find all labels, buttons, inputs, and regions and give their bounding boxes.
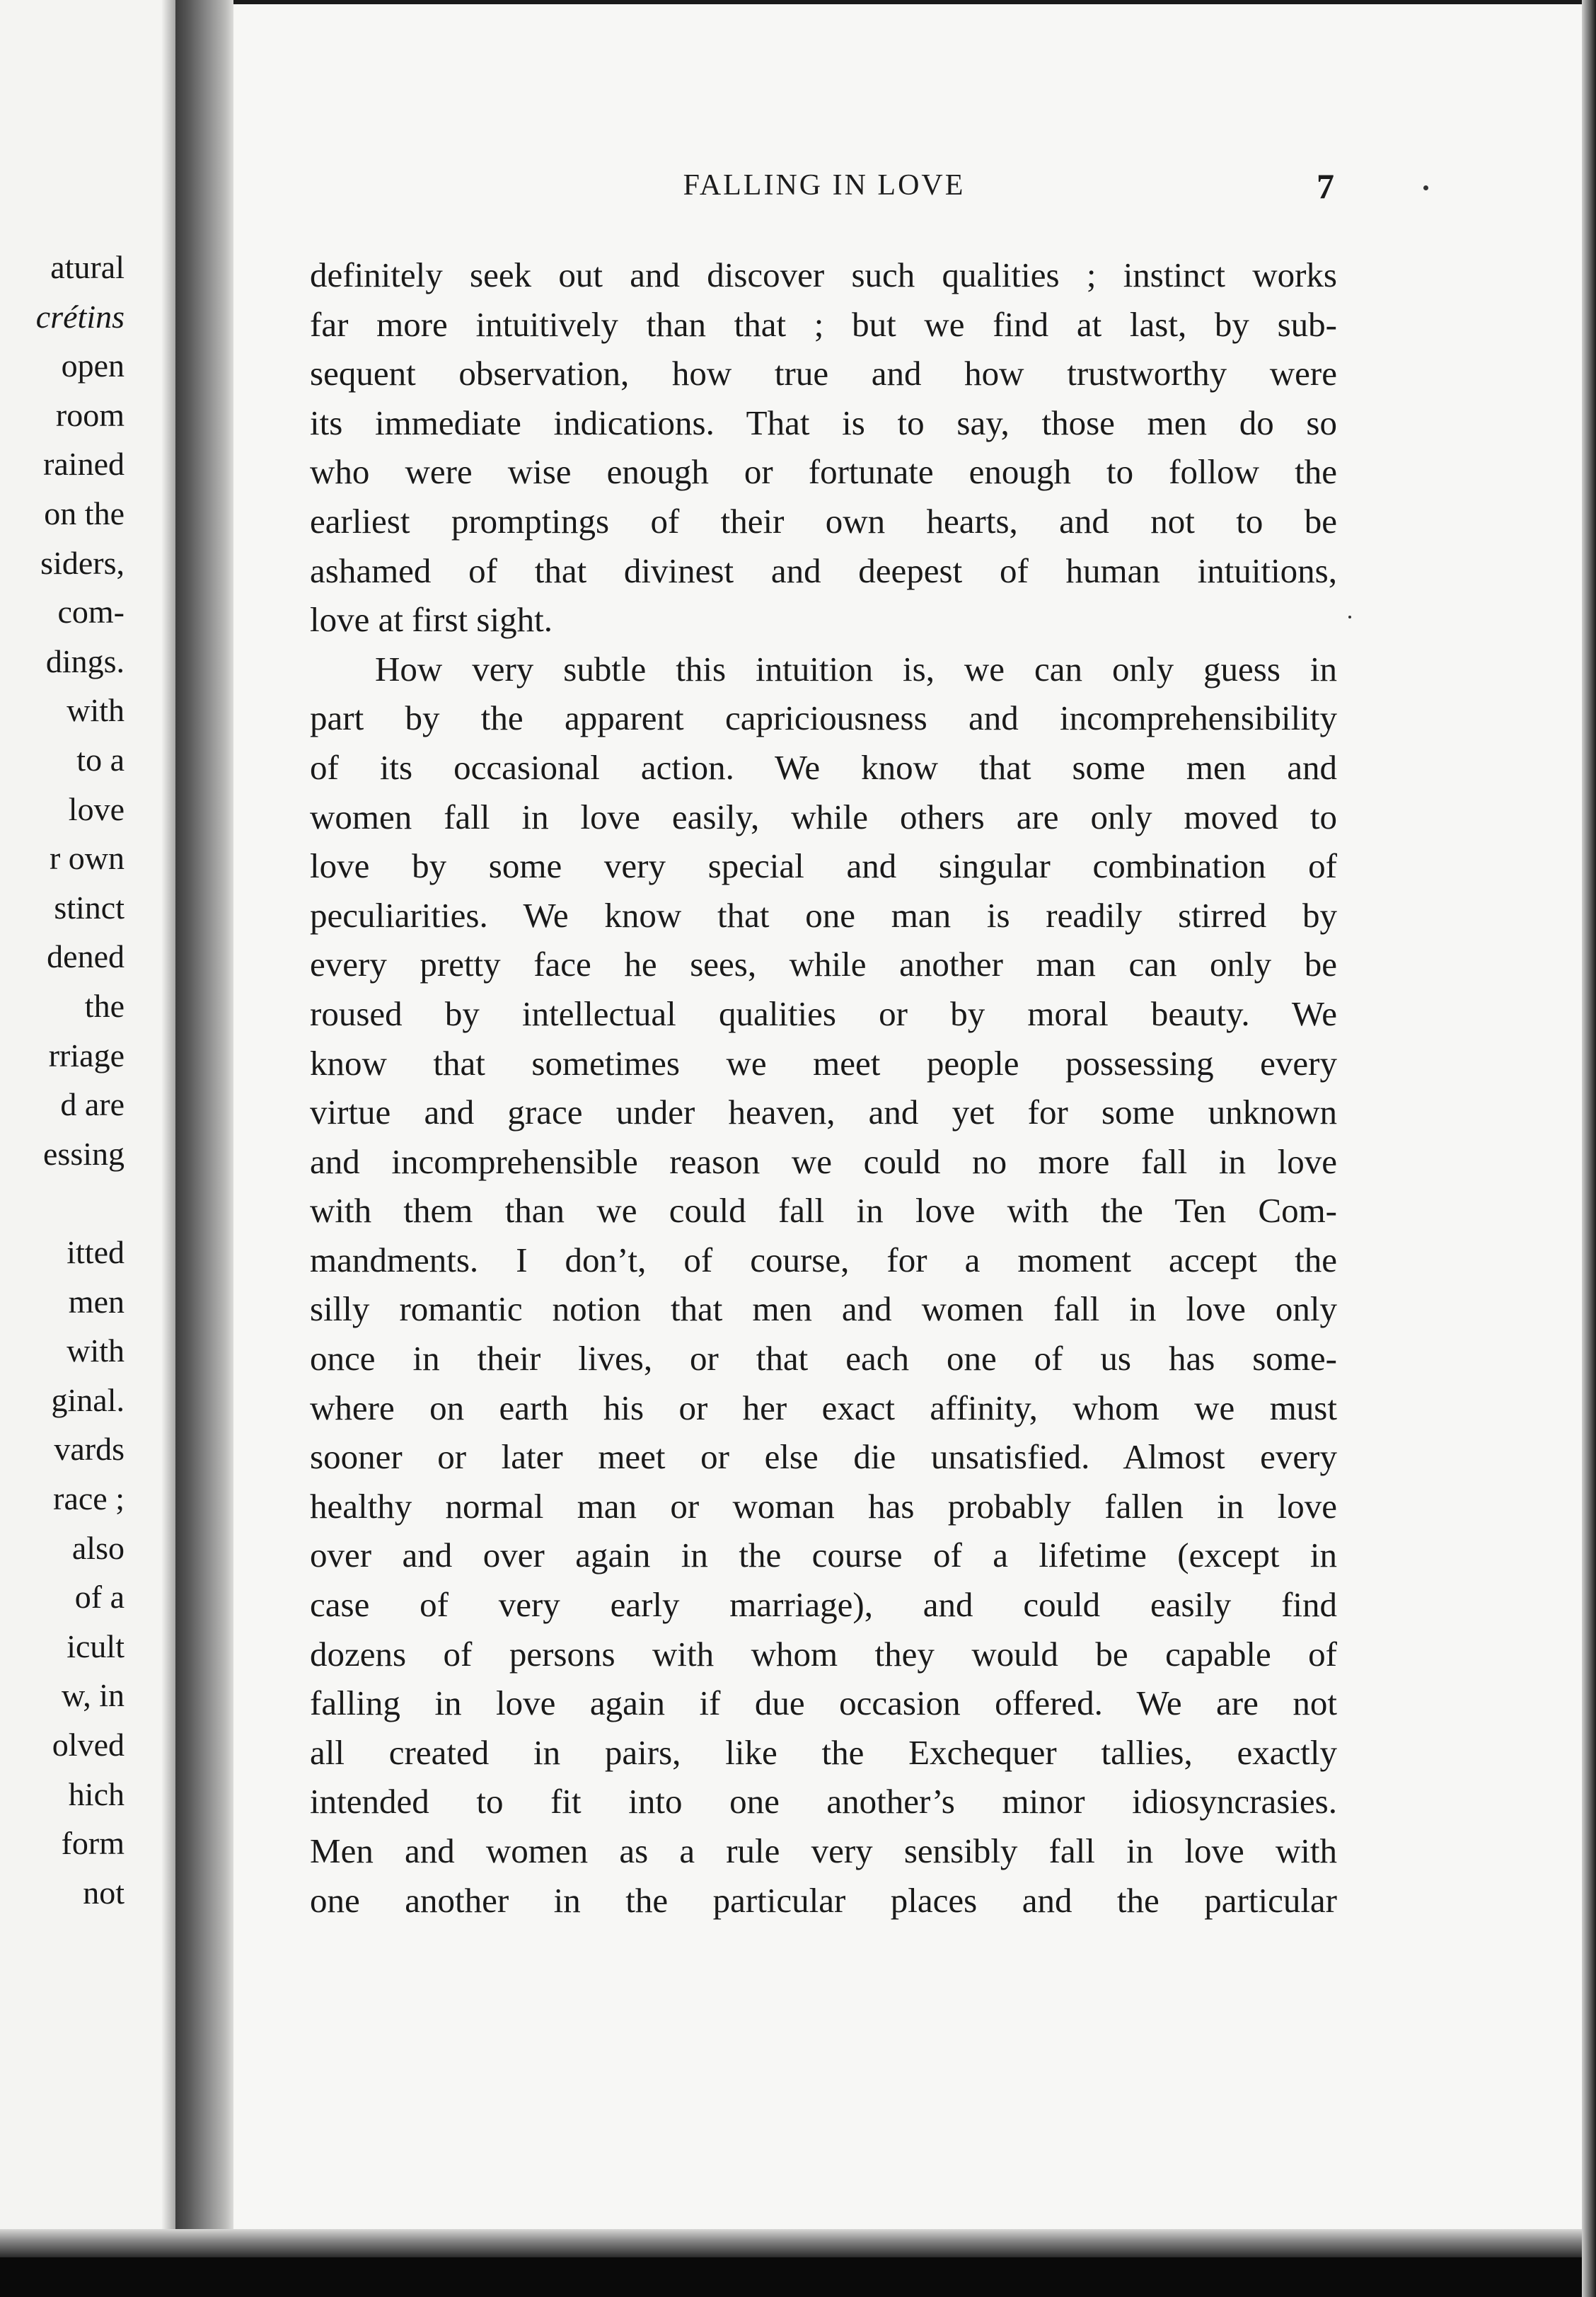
text-line: once in their lives, or that each one of us has some-	[310, 1339, 1337, 1378]
text-line: know that sometimes we meet people possessing every	[310, 1043, 1337, 1083]
text-line: love by some very special and singular combination of	[310, 846, 1337, 886]
text-line: definitely seek out and discover such qualities ; instinct works	[310, 255, 1337, 294]
left-page-line: to a	[76, 742, 125, 778]
left-page-line: icult	[66, 1628, 125, 1664]
left-page-line: vards	[54, 1431, 125, 1468]
text-line: healthy normal man or woman has probably fallen in love	[310, 1486, 1337, 1526]
left-page-line: race ;	[53, 1480, 125, 1516]
left-page-line: love	[68, 790, 125, 827]
text-line: every pretty face he sees, while another man can only be	[310, 945, 1337, 984]
scan-speck	[1348, 616, 1351, 618]
left-page-line: room	[55, 396, 125, 433]
page-number: 7	[1317, 166, 1334, 206]
running-title: FALLING IN LOVE	[683, 169, 966, 202]
left-page-line: rained	[43, 446, 125, 483]
text-line: How very subtle this intuition is, we can only guess in	[375, 649, 1337, 689]
running-head	[304, 168, 1344, 211]
left-page-line: d are	[60, 1086, 125, 1123]
text-line: intended to fit into one another’s minor idiosyncrasies.	[310, 1782, 1337, 1821]
text-line: all created in pairs, like the Exchequer tallies, exactly	[310, 1732, 1337, 1772]
left-page-line: essing	[43, 1135, 125, 1172]
left-page-fragment	[0, 0, 175, 2249]
page-right-edge	[1582, 0, 1596, 2297]
page-bottom-edge	[0, 2229, 1596, 2257]
text-line: silly romantic notion that men and women fall in love only	[310, 1289, 1337, 1329]
book-binding-gutter	[175, 0, 233, 2249]
text-line: of its occasional action. We know that some men and	[310, 747, 1337, 787]
text-line: sooner or later meet or else die unsatisfied. Almost every	[310, 1437, 1337, 1477]
text-line: virtue and grace under heaven, and yet for some unknown	[310, 1093, 1337, 1132]
text-line: women fall in love easily, while others are only moved to	[310, 797, 1337, 836]
text-line: falling in love again if due occasion offered. We are not	[310, 1683, 1337, 1723]
left-page-line: dings.	[45, 643, 125, 679]
gutter-shadow	[161, 0, 177, 2249]
left-page-line: dened	[47, 938, 125, 975]
left-page-line: with	[66, 1332, 125, 1369]
text-line: peculiarities. We know that one man is readily stirred by	[310, 895, 1337, 935]
text-line: and incomprehensible reason we could no more fall in love	[310, 1141, 1337, 1181]
left-page-line: men	[68, 1283, 125, 1320]
text-line: far more intuitively than that ; but we find at last, by sub-	[310, 304, 1337, 344]
left-page-line: crétins	[35, 298, 125, 335]
text-line: Men and women as a rule very sensibly fall in love with	[310, 1831, 1337, 1870]
text-line: part by the apparent capriciousness and incomprehensibility	[310, 698, 1337, 738]
left-page-line: r own	[49, 840, 125, 877]
text-line: ashamed of that divinest and deepest of human intuitions,	[310, 551, 1337, 590]
left-page-line: w, in	[61, 1677, 125, 1714]
left-page-line: siders,	[40, 544, 125, 581]
left-page-line: the	[84, 988, 125, 1024]
text-line: one another in the particular places and the particular	[310, 1880, 1337, 1920]
left-page-line: with	[66, 692, 125, 729]
left-page-line: open	[61, 347, 125, 384]
text-line: dozens of persons with whom they would be capable of	[310, 1634, 1337, 1674]
left-page-line: rriage	[48, 1037, 125, 1073]
left-page-line: not	[83, 1874, 125, 1911]
text-line: sequent observation, how true and how trustworthy were	[310, 354, 1337, 393]
left-page-line: com-	[57, 594, 125, 631]
body-text	[310, 251, 1337, 1925]
text-line: with them than we could fall in love with the Ten Com-	[310, 1191, 1337, 1231]
left-page-line: atural	[50, 249, 125, 285]
text-line: love at first sight.	[310, 600, 553, 640]
left-page-line: olved	[52, 1727, 125, 1763]
scan-speck	[1423, 185, 1428, 190]
text-line: who were wise enough or fortunate enough to follow the	[310, 452, 1337, 492]
left-page-line: ginal.	[51, 1381, 125, 1418]
text-line: mandments. I don’t, of course, for a moment accept the	[310, 1240, 1337, 1279]
left-page-line: of a	[74, 1579, 125, 1616]
left-page-line: itted	[66, 1234, 125, 1270]
left-page-line: stinct	[54, 889, 125, 926]
text-line: case of very early marriage), and could easily find	[310, 1585, 1337, 1625]
text-line: earliest promptings of their own hearts, and not to be	[310, 501, 1337, 541]
left-page-line: also	[71, 1529, 125, 1566]
text-line: its immediate indications. That is to say, those men do so	[310, 403, 1337, 442]
left-page-line: form	[61, 1825, 125, 1862]
left-page-line: hich	[68, 1775, 125, 1812]
text-line: over and over again in the course of a lifetime (except in	[310, 1536, 1337, 1575]
text-line: roused by intellectual qualities or by moral beauty. We	[310, 994, 1337, 1033]
left-page-line: on the	[44, 495, 125, 531]
text-line: where on earth his or her exact affinity, whom we must	[310, 1388, 1337, 1427]
